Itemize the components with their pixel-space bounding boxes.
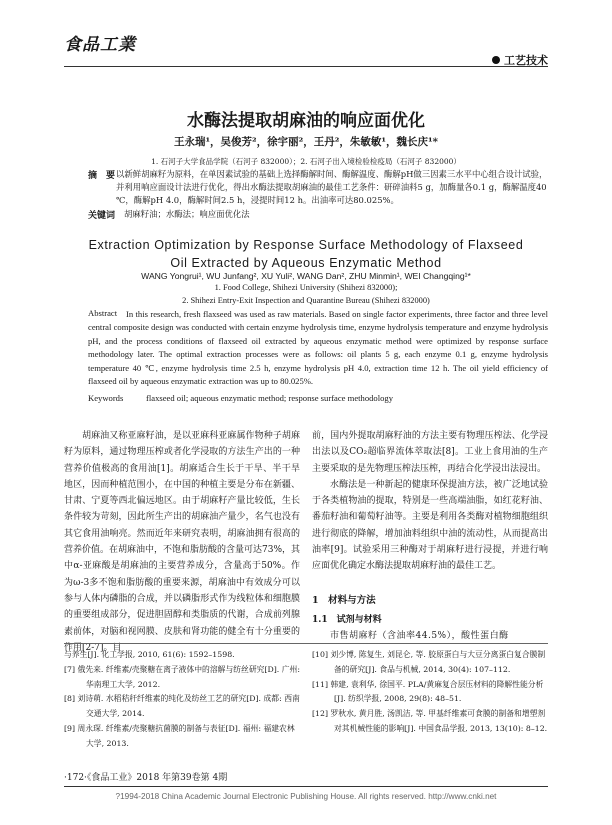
subsection-heading: 1.1 试剂与材料 — [312, 615, 382, 625]
keywords-en-label: Keywords — [88, 393, 124, 403]
references-rule — [64, 643, 548, 644]
abstract-cn-label: 摘 要 — [88, 171, 116, 181]
keywords-cn-label: 关键词 — [88, 211, 116, 221]
reference-item: [8] 刘诗萌. 水稻秸秆纤维素的纯化及纺丝工艺的研究[D]. 成都: 西南交通大学, 2014. — [64, 694, 300, 719]
body-column-right — [312, 428, 548, 575]
section-label: 工艺技术 — [504, 54, 548, 67]
journal-logo: 食品工業 — [64, 35, 136, 55]
reference-item: [10] 刘少博, 陈复生, 刘昆仑, 等. 胶原蛋白与大豆分离蛋白复合膜制备的研究[J]. 食品与机械, 2014, 30(4): 107–112. — [312, 650, 546, 674]
body-paragraph: 前，国内外提取胡麻籽油的方法主要有物理压榨法、化学浸出法以及CO₂超临界流体萃取法[8]。工业上食用油的生产主要采取的是先物理压榨法压榨，再结合化学浸出法浸出。 — [312, 431, 548, 474]
authors-cn: 王永瑞¹，吴俊芳²，徐宇丽²，王丹²，朱敏敏¹，魏长庆¹* — [173, 136, 439, 148]
reference-item: [7] 俄先来. 纤维素/壳聚糖在离子液体中的溶解与纺丝研究[D]. 广州: 华南理工大学, 2012. — [64, 664, 300, 689]
reference-item: 与养生[J]. 化工学报, 2010, 61(6): 1592–1598. — [64, 650, 235, 659]
abstract-en-label: Abstract — [88, 308, 118, 318]
references-right — [312, 648, 548, 737]
copyright-notice: ?1994-2018 China Academic Journal Electronic Publishing House. All rights reserved. http://www.cnki.net — [115, 792, 497, 801]
keywords-en-text: flaxseed oil; aqueous enzymatic method; response surface methodology — [146, 393, 393, 403]
keywords-cn-text: 胡麻籽油；水酶法；响应面优化法 — [124, 209, 250, 219]
body-paragraph: 水酶法是一种新起的健康环保提油方法，被广泛地试验于各类植物油的提取，特别是一些高端油脂，如红花籽油、番茄籽油和葡萄籽油等。主要是利用各类酶对植物细胞组织进行彻底的降解，增加油料组织中油的流动性，从而提高出油率[9]。试验采用三种酶对于胡麻籽进行浸提，并进行响应面优化确定水酶法提取胡麻籽油的最佳工艺。 — [312, 479, 548, 572]
page-footer: ·172·《食品工业》2018 年第39卷第 4期 — [64, 773, 228, 783]
affiliation-en-1: 1. Food College, Shihezi University (Shihezi 832000); — [214, 283, 398, 292]
reference-item: [9] 周永琛. 纤维素/壳聚糖抗菌膜的制备与表征[D]. 福州: 福建农林大学, 2013. — [64, 723, 295, 748]
footer-rule — [64, 786, 548, 787]
authors-en: WANG Yongrui¹, WU Junfang², XU Yuli², WANG Dan², ZHU Minmin¹, WEI Changqing¹* — [141, 271, 471, 281]
reference-item: [11] 韩建, 袁利华, 徐国平. PLA/黄麻复合层压材料的降解性能分析[J]. 纺织学报, 2008, 29(8): 48–51. — [312, 679, 544, 704]
abstract-en-text: In this research, fresh flaxseed was used as raw materials. Based on single factor experiments, three factor and three level central composite design was conducted with certain enzyme hydrolysis time, enzyme hydrolysis temperature and enzyme hydrolysis pH, and the process conditions of flaxseed oil extracted by aqueous enzymatic method were optimized by response surface methodology later. The optimal extraction processes were as follows: oil plants 5 g, each enzyme 0.1 g, enzyme hydrolysis temperature 40 ℃, enzyme hydrolysis time 2.5 h, enzyme hydrolysis pH 4.0, extraction time 12 h. The oil yield efficiency of flaxseed oil by aqueous enzymatic extraction was up to 80.025%. — [88, 309, 548, 387]
title-en-line2: Oil Extracted by Aqueous Enzymatic Method — [170, 256, 442, 270]
affiliation-en-2: 2. Shihezi Entry-Exit Inspection and Quarantine Bureau (Shihezi 832000) — [182, 296, 430, 305]
reference-item: [12] 罗秋水, 黄月胜, 汤凯洁, 等. 甲基纤维素可食膜的制备和增塑剂对其机械性能的影响[J]. 中国食品学报, 2013, 13(10): 8–12. — [312, 709, 548, 733]
body-paragraph: 胡麻油又称亚麻籽油，是以亚麻科亚麻属作物种子胡麻籽为原料，通过物理压榨或者化学浸取的方法生产出的一种营养价值极高的食用油[1]。胡麻适合生长于干旱、半干旱地区，因而种植范围小，在中国的种植主要是分布在新疆、甘肃、宁夏等西北偏远地区。由于胡麻籽产量比较低，生长条件较为苛刻，因此所生产出的胡麻油产量少，名气也没有其它食用油响亮。然而近年来研究表明，胡麻油拥有很高的营养价值。在胡麻油中，不饱和脂肪酸的含量可达73%，其中α-亚麻酸是胡麻油的主要营养成分，含量高于50%。作为ω-3多不饱和脂肪酸的重要来源，胡麻油中有效成分可以参与人体内磷脂的合成，并以磷脂形式作为线粒体和细胞膜的重要组成部分，促进胆固醇和类脂质的代谢，合成前列腺素前体，对脑和视网膜、皮肤和肾功能的健全有十分重要的作用[2-7]。目 — [64, 431, 301, 653]
bullet-icon — [492, 56, 500, 64]
affiliations-cn: 1. 石河子大学食品学院（石河子 832000）；2. 石河子出入境检验检疫局（石河子 832000） — [151, 157, 461, 166]
references-left — [64, 648, 300, 752]
body-column-left — [64, 428, 300, 656]
header-rule — [64, 66, 548, 67]
paper-title-en — [64, 236, 548, 272]
abstract-cn-text: 以新鲜胡麻籽为原料，在单因素试验的基础上选择酶解时间、酶解温度、酶解pH做三因素三水平中心组合设计试验，并利用响应面设计法进行优化，得出水酶法提取胡麻油的最佳工艺条件：研碎油料5 g，加酶量各0.1 g，酶解温度40 ℃，酶解pH 4.0，酶解时间2.5 h，浸提时间12 h。出油率可达80.025%。 — [116, 169, 548, 205]
title-en-line1: Extraction Optimization by Response Surface Methodology of Flaxseed — [88, 238, 524, 252]
paper-title-cn: 水酶法提取胡麻油的响应面优化 — [187, 111, 425, 131]
section-heading: 1 材料与方法 — [312, 595, 376, 606]
subsection-text: 市售胡麻籽（含油率44.5%），酸性蛋白酶 — [330, 631, 509, 641]
